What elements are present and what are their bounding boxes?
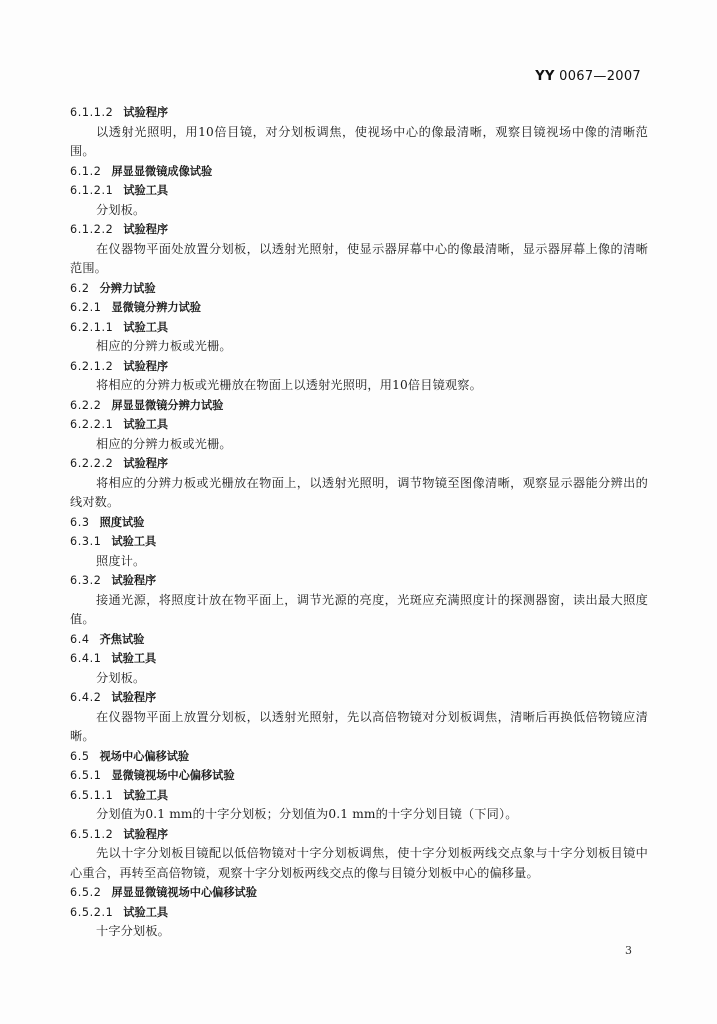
section-title: 试验工具	[123, 320, 169, 334]
body-paragraph: 先以十字分划板目镜配以低倍物镜对十字分划板调焦，使十字分划板两线交点象与十字分划板目镜中心重合，再转至高倍物镜，观察十字分划板两线交点的像与目镜分划板中心的偏移量。	[70, 846, 648, 880]
section-title: 屏显显微镜分辨力试验	[111, 398, 224, 412]
section-heading	[70, 825, 648, 845]
section-heading	[70, 454, 648, 474]
section-title: 照度试验	[99, 515, 145, 529]
section-number: 6.3.1	[70, 535, 102, 548]
section-number: 6.5.1.2	[70, 827, 114, 841]
body-paragraph: 在仪器物平面处放置分划板，以透射光照射，使显示器屏幕中心的像最清晰，显示器屏幕上像的清晰范围。	[70, 241, 648, 275]
section-title: 试验工具	[123, 184, 169, 197]
section-number: 6.2.2	[70, 398, 102, 412]
section-number: 6.5.1	[70, 769, 102, 782]
section-title: 试验程序	[123, 359, 169, 373]
body-paragraph: 将相应的分辨力板或光栅放在物面上，以透射光照明，调节物镜至图像清晰，观察显示器能分辨出的线对数。	[70, 475, 648, 509]
section-number: 6.2	[70, 281, 90, 295]
standard-code-number: 0067—2007	[554, 69, 641, 84]
section-heading	[70, 318, 648, 338]
section-heading	[70, 630, 648, 650]
section-title: 屏显显微镜成像试验	[111, 164, 213, 178]
section-heading	[70, 649, 648, 669]
body-paragraph: 在仪器物平面上放置分划板，以透射光照射，先以高倍物镜对分划板调焦，清晰后再换低倍物镜应清晰。	[70, 709, 648, 743]
body-paragraph: 分划板。	[96, 670, 146, 685]
section-number: 6.5.1.1	[70, 788, 114, 802]
section-title: 试验程序	[123, 457, 169, 470]
section-heading	[70, 766, 648, 786]
section-title: 试验工具	[111, 652, 157, 665]
section-number: 6.2.2.2	[70, 457, 114, 470]
section-title: 试验程序	[111, 691, 157, 704]
body-paragraph: 相应的分辨力板或光栅。	[96, 339, 232, 353]
body-paragraph: 照度计。	[96, 553, 146, 568]
section-title: 屏显显微镜视场中心偏移试验	[111, 886, 257, 899]
section-number: 6.1.2	[70, 164, 102, 178]
section-title: 试验程序	[123, 223, 169, 236]
section-number: 6.1.2.2	[70, 223, 114, 236]
body-paragraph: 以透射光照明，用10倍目镜，对分划板调焦，使视场中心的像最清晰，观察目镜视场中像的清晰范围。	[70, 124, 648, 158]
section-title: 试验工具	[123, 788, 169, 802]
section-heading	[70, 571, 648, 591]
section-heading	[70, 747, 648, 767]
section-title: 分辨力试验	[99, 281, 156, 295]
section-title: 视场中心偏移试验	[99, 749, 190, 763]
section-heading	[70, 513, 648, 533]
body-paragraph: 十字分划板。	[96, 924, 171, 938]
section-title: 齐焦试验	[99, 632, 145, 646]
section-heading	[70, 279, 648, 299]
section-number: 6.2.1	[70, 301, 102, 314]
body-paragraph: 分划板。	[96, 202, 146, 217]
section-heading	[70, 415, 648, 435]
section-heading	[70, 532, 648, 552]
section-heading	[70, 103, 648, 123]
section-number: 6.4.1	[70, 652, 102, 665]
standard-code-prefix: YY	[535, 69, 555, 84]
section-heading	[70, 688, 648, 708]
section-number: 6.2.1.1	[70, 320, 114, 334]
section-title: 试验程序	[111, 574, 157, 587]
section-title: 试验程序	[123, 827, 169, 841]
section-title: 显微镜分辨力试验	[111, 301, 201, 314]
body-paragraph: 相应的分辨力板或光栅。	[96, 436, 232, 451]
section-title: 试验程序	[123, 106, 169, 119]
section-heading	[70, 357, 648, 377]
section-heading	[70, 786, 648, 806]
section-heading	[70, 162, 648, 182]
body-paragraph: 接通光源，将照度计放在物平面上，调节光源的亮度，光斑应充满照度计的探测器窗，读出最大照度值。	[70, 592, 648, 626]
section-heading	[70, 181, 648, 201]
section-number: 6.1.1.2	[70, 106, 114, 119]
section-title: 试验工具	[123, 418, 169, 431]
section-heading	[70, 903, 648, 923]
section-number: 6.2.1.2	[70, 359, 114, 373]
section-title: 试验工具	[111, 535, 157, 548]
section-heading	[70, 883, 648, 903]
section-number: 6.5.2	[70, 886, 102, 899]
section-title: 显微镜视场中心偏移试验	[111, 769, 235, 782]
body-paragraph: 分划值为0.1 mm的十字分划板；分划值为0.1 mm的十字分划目镜（下同）。	[96, 807, 518, 821]
section-number: 6.3.2	[70, 574, 102, 587]
section-heading	[70, 298, 648, 318]
section-heading	[70, 396, 648, 416]
page-number: 3	[625, 944, 632, 957]
standard-code-header	[535, 69, 641, 84]
section-number: 6.5	[70, 749, 90, 763]
section-number: 6.3	[70, 515, 90, 529]
section-number: 6.5.2.1	[70, 905, 114, 919]
document-body	[70, 103, 648, 942]
section-number: 6.4	[70, 632, 90, 646]
section-number: 6.4.2	[70, 691, 102, 704]
body-paragraph: 将相应的分辨力板或光栅放在物面上以透射光照明，用10倍目镜观察。	[96, 378, 482, 392]
section-number: 6.1.2.1	[70, 184, 114, 197]
section-title: 试验工具	[123, 905, 169, 919]
section-number: 6.2.2.1	[70, 418, 114, 431]
section-heading	[70, 220, 648, 240]
